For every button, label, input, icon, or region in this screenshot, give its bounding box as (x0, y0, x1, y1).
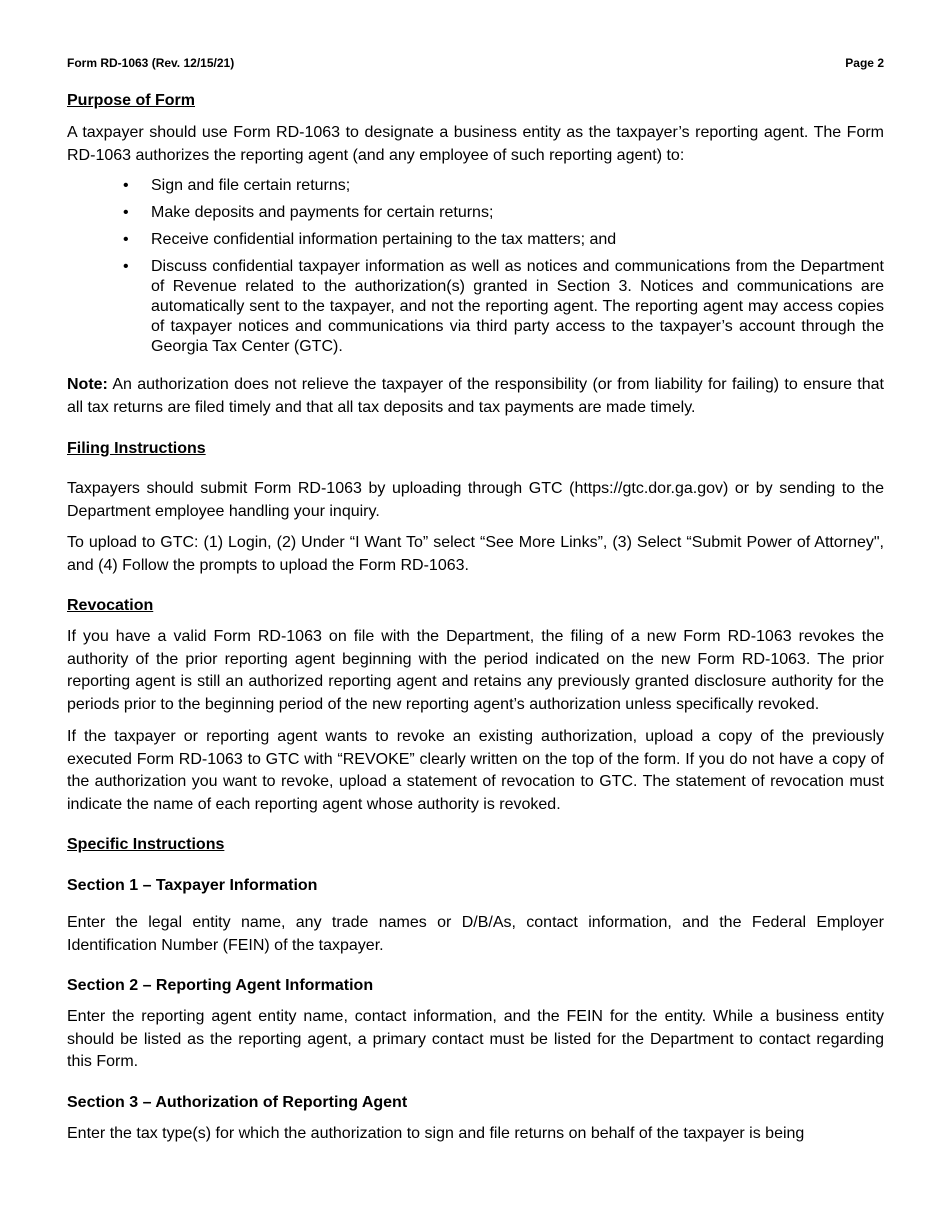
document-body (67, 90, 884, 1145)
bullet-icon: • (123, 258, 129, 275)
revocation-paragraph-2: If the taxpayer or reporting agent wants to revoke an existing authorization, upload a copy of the previously executed Form RD-1063 to GTC with “REVOKE” clearly written on the top of the form. If you do not have a copy of the authorization you want to revoke, upload a statement of revocation to GTC. The statement of revocation must indicate the name of each reporting agent whose authority is revoked. (67, 728, 884, 813)
purpose-bullet: • Sign and file certain returns; (123, 177, 351, 194)
page-number: Page 2 (845, 56, 884, 70)
purpose-bullet-list (67, 176, 884, 357)
revocation-heading: Revocation (67, 597, 154, 614)
section-3-title: Section 3 – Authorization of Reporting Agent (67, 1093, 408, 1111)
section-2-text: Enter the reporting agent entity name, contact information, and the FEIN for the entity. While a business entity should be listed as the reporting agent, a primary contact must be listed for the Department to contact regarding this Form. (67, 1008, 884, 1070)
revocation-paragraph-1: If you have a valid Form RD-1063 on file with the Department, the filing of a new Form RD-1063 revokes the authority of the prior reporting agent beginning with the period indicated on the new Form RD-1063. The prior reporting agent is still an authorized reporting agent and retains any previously granted disclosure authority for the periods prior to the beginning period of the new reporting agent’s authorization unless specifically revoked. (67, 628, 884, 713)
purpose-heading: Purpose of Form (67, 92, 196, 109)
section-2-title: Section 2 – Reporting Agent Information (67, 977, 374, 994)
purpose-bullet: • Make deposits and payments for certain returns; (123, 204, 494, 221)
note-label: Note: (67, 376, 108, 393)
form-id: Form RD-1063 (Rev. 12/15/21) (67, 56, 235, 70)
filing-heading: Filing Instructions (67, 440, 206, 457)
section-1-text: Enter the legal entity name, any trade names or D/B/As, contact information, and the Federal Employer Identification Number (FEIN) of the taxpayer. (67, 914, 884, 954)
bullet-icon: • (123, 231, 129, 248)
bullet-icon: • (123, 204, 129, 221)
purpose-bullet: • Discuss confidential taxpayer information as well as notices and communications from the Department of Revenue related to the authorization(s) granted in Section 3. Notices and communications are automatically sent to the taxpayer, and not the reporting agent. The reporting agent may access copies of taxpayer notices and communications via third party access to the taxpayer’s account through the Georgia Tax Center (GTC). (123, 258, 884, 355)
purpose-note (67, 374, 884, 419)
specific-heading: Specific Instructions (67, 836, 225, 853)
section-1-title: Section 1 – Taxpayer Information (67, 877, 318, 894)
filing-paragraph-1: Taxpayers should submit Form RD-1063 by uploading through GTC (https://gtc.dor.ga.gov) or by sending to the Department employee handling your inquiry. (67, 480, 884, 520)
note-text: An authorization does not relieve the taxpayer of the responsibility (or from liability for failing) to ensure that all tax returns are filed timely and that all tax deposits and tax payments are made timely. (67, 376, 884, 416)
purpose-bullet: • Receive confidential information pertaining to the tax matters; and (123, 231, 617, 248)
purpose-intro: A taxpayer should use Form RD-1063 to designate a business entity as the taxpayer’s reporting agent. The Form RD-1063 authorizes the reporting agent (and any employee of such reporting agent) to: (67, 124, 884, 164)
filing-paragraph-2: To upload to GTC: (1) Login, (2) Under “I Want To” select “See More Links”, (3) Select “Submit Power of Attorney", and (4) Follow the prompts to upload the Form RD-1063. (67, 534, 884, 574)
bullet-icon: • (123, 177, 129, 194)
section-3-text: Enter the tax type(s) for which the authorization to sign and file returns on behalf of the taxpayer is being (67, 1124, 805, 1142)
